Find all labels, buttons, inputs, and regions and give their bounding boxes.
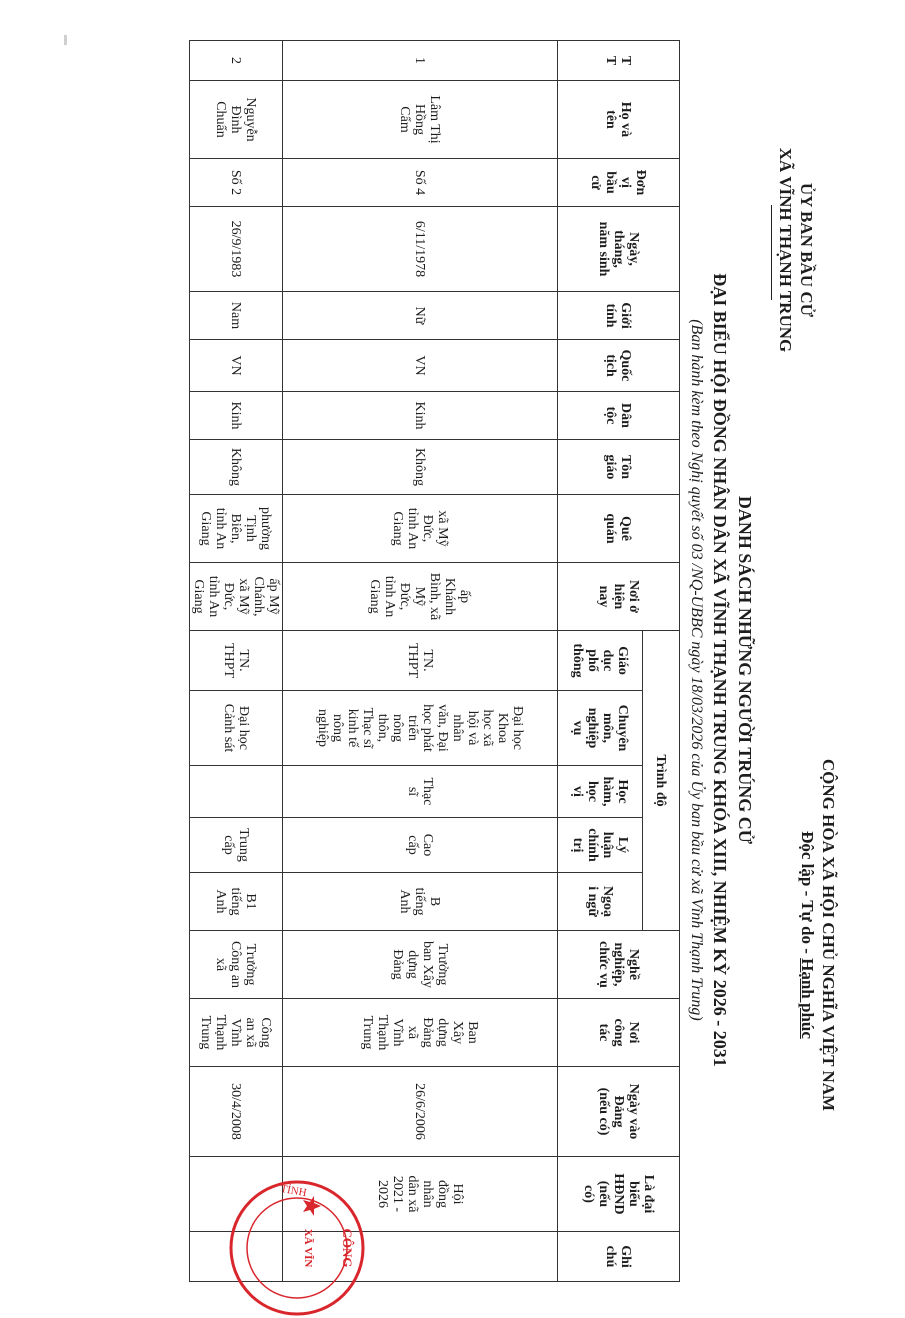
- cell-hoc-ham: Thạc sĩ: [283, 766, 558, 818]
- stamp-text-center: XÃ VĨN: [302, 1228, 314, 1268]
- header-gd-pho-thong: Giáo dục phổ thông: [558, 631, 643, 691]
- cell-ngoai-ngu: B tiếng Anh: [283, 873, 558, 931]
- table-header-row: [643, 41, 680, 1282]
- header-trinh-do: Trình độ: [643, 631, 680, 931]
- cell-ho-ten: Nguyễn Đình Chuẩn: [190, 81, 283, 159]
- cell-ly-luan: Trung cấp: [190, 818, 283, 873]
- document-title-2: ĐẠI BIỂU HỘI ĐỒNG NHÂN DÂN XÃ VĨNH THẠNH TRUNG KHÓA XIII, NHIỆM KỲ 2026 - 2031: [710, 273, 730, 1067]
- table-row: [283, 41, 558, 1282]
- document-title: DANH SÁCH NHỮNG NGƯỜI TRÚNG CỬ: [735, 495, 755, 845]
- national-motto: [797, 675, 818, 1195]
- header-ngoai-ngu: Ngoạ i ngữ: [558, 873, 643, 931]
- cell-quoc-tich: VN: [283, 340, 558, 392]
- cell-ngay-vao-dang: 30/4/2008: [190, 1067, 283, 1157]
- cell-tt: 1: [283, 41, 558, 81]
- national-title: CỘNG HÒA XÃ HỘI CHỦ NGHĨA VIỆT NAM: [819, 758, 838, 1112]
- cell-noi-o: ấp Mỹ Chánh, xã Mỹ Đức, tỉnh An Giang: [190, 563, 283, 631]
- cell-gd-pho-thong: TN. THPT: [283, 631, 558, 691]
- header-noi-cong-tac: Nơi công tác: [558, 999, 680, 1067]
- header-ton-giao: Tôn giáo: [558, 440, 680, 495]
- cell-nghe-nghiep: Trưởng Công an xã: [190, 931, 283, 999]
- cell-ngay-sinh: 26/9/1983: [190, 207, 283, 292]
- cell-gioi-tinh: Nam: [190, 292, 283, 340]
- cell-noi-cong-tac: Công an xã Vĩnh Thạnh Trung: [190, 999, 283, 1067]
- cell-ly-luan: Cao cấp: [283, 818, 558, 873]
- authority-line-1: ỦY BAN BẦU CỬ: [797, 182, 816, 318]
- cell-dan-toc: Kinh: [190, 392, 283, 440]
- table-row: [190, 41, 283, 1282]
- scan-artifact: [64, 35, 67, 45]
- cell-ngoai-ngu: B1 tiếng Anh: [190, 873, 283, 931]
- header-nghe-nghiep: Nghề nghiệp, chức vụ: [558, 931, 680, 999]
- motto-part-a: Độc lập - Tự do -: [798, 831, 817, 959]
- header-chuyen-mon: Chuyên môn, nghiệp vụ: [558, 691, 643, 766]
- document-subtitle: (Ban hành kèm theo Nghị quyết số 03 /NQ-UBBC ngày 18/03/2026 của Ủy ban bầu cử xã Vĩnh Thạnh Trung): [688, 319, 705, 1021]
- header-don-vi: Đơn vị bầu cử: [558, 159, 680, 207]
- header-dan-toc: Dân tộc: [558, 392, 680, 440]
- cell-tt: 2: [190, 41, 283, 81]
- header-gioi-tinh: Giới tính: [558, 292, 680, 340]
- cell-dan-toc: Kinh: [283, 392, 558, 440]
- header-ngay-sinh: Ngày, tháng, năm sinh: [558, 207, 680, 292]
- cell-ngay-vao-dang: 26/6/2006: [283, 1067, 558, 1157]
- header-tt: T T: [558, 41, 680, 81]
- header-que-quan: Quê quán: [558, 495, 680, 563]
- motto-part-b: Hạnh phúc: [798, 958, 817, 1039]
- national-header: [797, 675, 839, 1195]
- cell-quoc-tich: VN: [190, 340, 283, 392]
- cell-que-quan: xã Mỹ Đức, tỉnh An Giang: [283, 495, 558, 563]
- header-ly-luan: Lý luận chính trị: [558, 818, 643, 873]
- official-stamp: [227, 1178, 367, 1318]
- cell-dai-bieu-hdnd: Hội đồng nhân dân xã 2021 - 2026: [283, 1157, 558, 1232]
- authority-line-2: XÃ VĨNH THẠNH TRUNG: [776, 147, 795, 353]
- stamp-text-side: TỈNH: [279, 1182, 308, 1200]
- header-quoc-tich: Quốc tịch: [558, 340, 680, 392]
- header-dai-bieu-hdnd: Là đại biểu HĐND (nếu có): [558, 1157, 680, 1232]
- header-ghi-chu: Ghi chú: [558, 1232, 680, 1282]
- stamp-text-top: CÔNG: [340, 1228, 355, 1268]
- cell-noi-cong-tac: Ban Xây dựng Đảng xã Vĩnh Thạnh Trung: [283, 999, 558, 1067]
- header-hoc-ham: Học hàm, học vị: [558, 766, 643, 818]
- cell-don-vi: Số 2: [190, 159, 283, 207]
- cell-nghe-nghiep: Trưởng ban Xây dựng Đảng: [283, 931, 558, 999]
- cell-hoc-ham: [190, 766, 283, 818]
- cell-que-quan: phường Tịnh Biên, tỉnh An Giang: [190, 495, 283, 563]
- cell-gd-pho-thong: TN. THPT: [190, 631, 283, 691]
- header-ngay-vao-dang: Ngày vào Đảng (nếu có): [558, 1067, 680, 1157]
- cell-noi-o: ấp Khánh Bình, xã Mỹ Đức, tỉnh An Giang: [283, 563, 558, 631]
- cell-ho-ten: Lâm Thị Hồng Cẩm: [283, 81, 558, 159]
- cell-gioi-tinh: Nữ: [283, 292, 558, 340]
- cell-chuyen-mon: Đại học Cảnh sát: [190, 691, 283, 766]
- header-noi-o: Nơi ở hiện nay: [558, 563, 680, 631]
- cell-ngay-sinh: 6/11/1978: [283, 207, 558, 292]
- elected-delegates-table: [189, 40, 680, 1282]
- issuing-authority: [775, 70, 817, 430]
- cell-ton-giao: Không: [283, 440, 558, 495]
- header-ho-ten: Họ và tên: [558, 81, 680, 159]
- cell-chuyen-mon: Đại học Khoa học xã hội và nhân văn, Đại học phát triển nông thôn, Thạc sĩ kinh tế nông nghiệp: [283, 691, 558, 766]
- cell-don-vi: Số 4: [283, 159, 558, 207]
- authority-underline: [771, 205, 772, 300]
- cell-ton-giao: Không: [190, 440, 283, 495]
